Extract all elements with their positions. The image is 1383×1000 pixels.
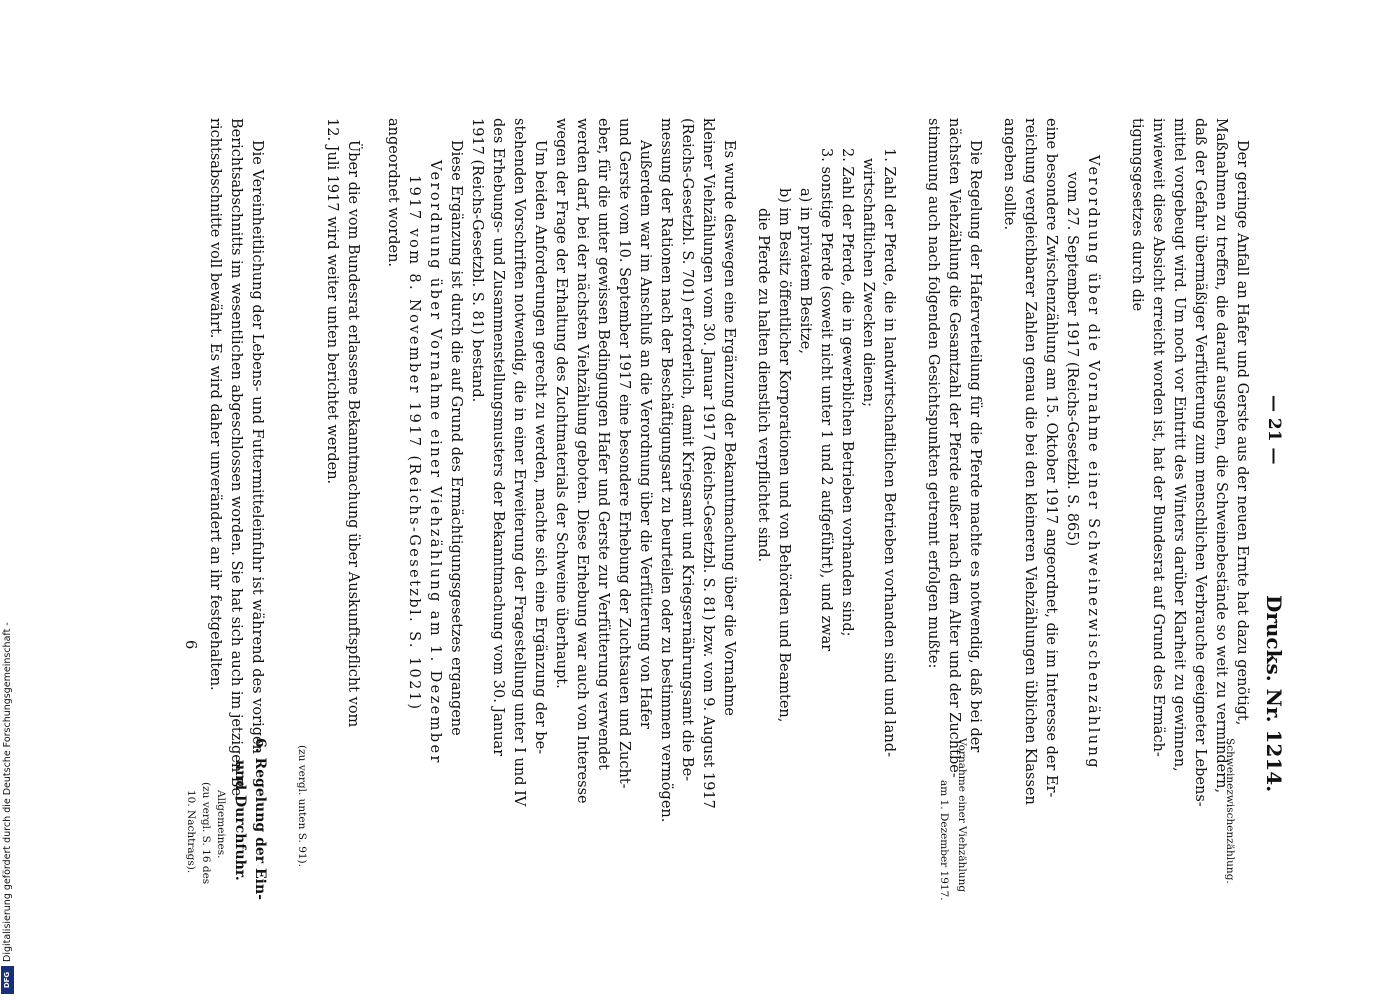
text-line-22: Es wurde deswegen eine Ergänzung der Bekanntmachung über die Vornahme [721,140,737,716]
text-line-37: 1917 vom 8. November 1917 (Reichs-Gesetzbl. S. 1021) [406,175,422,712]
text-line-24: (Reichs-Gesetzbl. S. 701) erforderlich, damit Kriegsamt und Kriegsernährungsamt die Be- [679,118,695,782]
text-line-11: angeben sollte. [1001,118,1017,231]
text-line-43: richtsabschnitte voll bewährt. Es wird daher unverändert an ihr festgehalten. [207,118,223,691]
text-line-21: die Pferde zu halten dienstlich verpflichtet sind. [755,208,771,563]
text-line-10: reichung vergleichbarer Zahlen genau die bei den kleineren Viehzählungen üblichen Klassen [1022,118,1038,805]
text-line-40: 12. Juli 1917 wird weiter unten berichtet werden. [324,118,340,485]
page-number: — 21 — [1264,395,1284,465]
text-line-8: vom 27. September 1917 (Reichs-Gesetzbl. S. 865) [1064,172,1080,547]
text-line-13: nächsten Viehzählung die Gesamtzahl der Pferde außer nach dem Alter und der Zuchtbe- [946,118,962,778]
text-line-18: 3. sonstige Pferde (soweit nicht unter 1 und 2 aufgeführt), und zwar [818,148,834,652]
text-line-25: messung der Rationen nach der Beschäftigungsart zu beurteilen oder zu bestimmen vermögen. [658,118,674,823]
text-line-33: des Erhebungs- und Zusammenstellungsmusters der Bekanntmachung vom 30. Januar [490,118,506,757]
dfg-logo-text: DFG [3,971,12,989]
text-line-14: stimmung auch nach folgenden Gesichtspunkten getrennt erfolgen mußte: [925,118,941,669]
text-line-30: wegen der Frage der Erhaltung des Zuchtmaterials der Schweine überhaupt. [553,118,569,689]
margin-note-durchfuhr: und Durchfuhr. [232,760,248,881]
text-line-12: Die Regelung der Haferverteilung für die Pferde machte es notwendig, daß bei der [967,140,983,753]
digitization-note: Digitalisierung gefördert durch die Deutsche Forschungsgemeinschaft - [2,622,13,962]
text-line-7: Verordnung über die Vornahme einer Schweinezwischenzählung [1085,155,1101,770]
drucksache-number: Drucks. Nr. 1214. [1262,595,1286,793]
text-line-27: und Gerste vom 10. September 1917 eine besondere Erhebung der Zuchtsauen und Zucht- [616,118,632,789]
text-line-31: Um beiden Anforderungen gerecht zu werden, machte sich eine Ergänzung der be- [532,140,548,755]
text-line-4: mittel vorgebeugt wird. Um noch vor Eintritt des Winters darüber Klarheit zu gewinnen, [1171,118,1187,772]
text-line-32: stehenden Vorschriften notwendig, die in einer Erweiterung der Fragestellung unter I und IV [511,118,527,807]
margin-note-allgemeines: Allgemeines. [215,790,227,859]
dfg-logo-icon [1,966,14,994]
text-line-29: werden darf, bei der nächsten Viehzählung geboten. Diese Erhebung war auch von Interesse [574,118,590,804]
margin-note-viehzaehlung-date: am 1. Dezember 1917. [938,780,950,901]
text-line-15: 1. Zahl der Pferde, die in landwirtschaftlichen Betrieben vorhanden sind und land- [881,148,897,757]
text-line-16: wirtschaftlichen Zwecken dienen; [860,158,876,407]
text-line-38: angeordnet worden. [385,118,401,268]
text-line-35: Diese Ergänzung ist durch die auf Grund des Ermächtigungsgesetzes ergangene [448,140,464,736]
text-line-1: Der geringe Anfall an Hafer und Gerste aus der neuen Ernte hat dazu genötigt, [1234,140,1250,726]
text-line-2: Maßnahmen zu treffen, die darauf ausgehen, die Schweinebestände so weit zu vermindern, [1213,118,1229,794]
margin-note-viehzaehlung: Vornahme einer Viehzählung [956,738,968,893]
text-line-9: eine besondere Zwischenzählung am 15. Oktober 1917 angeordnet, die im Interesse der Er- [1043,118,1059,798]
text-line-39: Über die vom Bundesrat erlassene Bekanntmachung über Auskunftspflicht vom [345,140,361,728]
margin-note-nachtrag: 10. Nachtrags). [185,790,197,874]
text-line-36: Verordnung über Vornahme einer Viehzählung am 1. Dezember [427,160,443,765]
text-line-26: Außerdem war im Anschluß an die Verordnung über die Verfütterung von Hafer [637,140,653,729]
margin-note-regelung-einfuhr: 6. Regelung der Ein- [252,738,268,900]
text-line-6: tigungsgesetzes durch die [1129,118,1145,312]
text-line-23: kleiner Viehzählungen vom 30. Januar 1917 (Reichs-Gesetzbl. S. 81) bzw. vom 9. August 1917 [700,118,716,809]
margin-note-vergl-unten: (zu vergl. unten S. 91). [296,745,308,867]
text-line-20: b) im Besitz öffentlicher Korporationen und von Behörden und Beamten, [776,188,792,723]
text-line-17: 2. Zahl der Pferde, die in gewerblichen Betrieben vorhanden sind; [839,148,855,637]
text-line-41: Die Vereinheitlichung der Lebens- und Futtermitteleinfuhr ist während des vorigen [249,140,265,754]
text-line-42: Berichtsabschnitts im wesentlichen abgeschlossen worden. Sie hat sich auch im jetzigen Be- [228,118,244,801]
text-line-3: daß der Gefahr übermäßiger Verfütterung zum menschlichen Verbrauche geeigneter Lebens- [1192,118,1208,807]
signature-mark: 6 [182,640,198,650]
digitization-strip [0,0,14,1000]
margin-note-vergl-nachtrag: (zu vergl. S. 16 des [200,782,212,885]
text-line-34: 1917 (Reichs-Gesetzbl. S. 81) bestand. [469,118,485,403]
margin-note-schweinezwischenzaehlung: Schweinezwischenzählung. [1224,738,1236,884]
text-line-19: a) in privatem Besitze, [797,188,813,354]
text-line-28: eber, für die unter gewissen Bedingungen Hafer und Gerste zur Verfütterung verwendet [595,118,611,770]
text-line-5: inwieweit diese Absicht erreicht worden ist, hat der Bundesrat auf Grund des Ermäch- [1150,118,1166,757]
